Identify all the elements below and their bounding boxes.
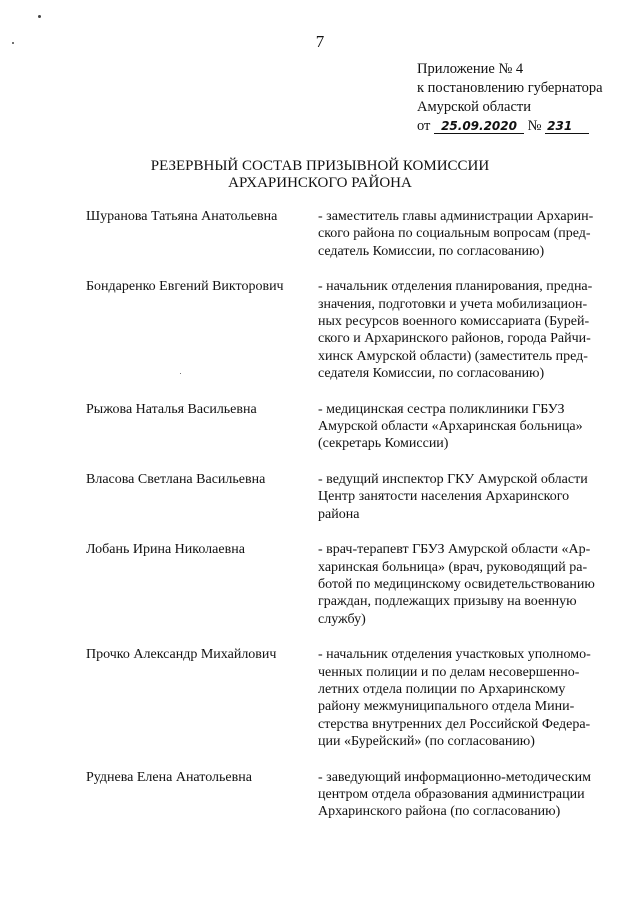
member-entry xyxy=(86,471,606,523)
member-entry xyxy=(86,646,606,750)
role-line: - начальник отделения участковых уполномо- xyxy=(318,647,591,663)
member-role xyxy=(318,278,602,382)
members-list xyxy=(86,208,606,821)
member-role xyxy=(318,769,602,821)
member-role xyxy=(318,208,602,260)
member-name: Лобань Ирина Николаевна xyxy=(86,542,245,558)
role-line: харинская больница» (врач, руководящий ра- xyxy=(318,559,588,575)
role-line: службу) xyxy=(318,611,366,627)
member-role xyxy=(318,401,602,453)
appendix-date-line xyxy=(417,117,603,136)
role-line: Архаринского района (по согласованию) xyxy=(318,804,561,820)
role-line: - начальник отделения планирования, предна- xyxy=(318,279,593,295)
role-line: Амурской области «Архаринская больница» xyxy=(318,419,583,435)
member-role xyxy=(318,541,602,628)
role-line: ных ресурсов военного комиссариата (Бурей- xyxy=(318,314,590,330)
role-line: ского района по социальным вопросам (пред- xyxy=(318,226,591,242)
number-label: № xyxy=(527,118,542,134)
appendix-line-1: Приложение № 4 xyxy=(417,61,524,77)
handwritten-date: 25.09.2020 xyxy=(434,119,524,134)
appendix-block xyxy=(417,60,603,136)
member-name: Прочко Александр Михайлович xyxy=(86,647,277,663)
role-line: - врач-терапевт ГБУЗ Амурской области «Ар- xyxy=(318,542,591,558)
member-entry xyxy=(86,769,606,821)
member-name: Руднева Елена Анатольевна xyxy=(86,769,252,785)
member-role xyxy=(318,646,602,750)
role-line: району межмуниципального отдела Мини- xyxy=(318,699,575,715)
handwritten-number: 231 xyxy=(545,119,589,134)
role-line: седатель Комиссии, по согласованию) xyxy=(318,243,545,259)
member-name: Рыжова Наталья Васильевна xyxy=(86,401,257,417)
role-line: ского и Архаринского районов, города Райчи- xyxy=(318,331,591,347)
role-line: ции «Бурейский» (по согласованию) xyxy=(318,734,535,750)
member-entry xyxy=(86,208,606,260)
title-line-2: АРХАРИНСКОГО РАЙОНА xyxy=(228,175,412,191)
appendix-line-3: Амурской области xyxy=(417,99,531,115)
role-line: хинск Амурской области) (заместитель пред- xyxy=(318,348,588,364)
title-line-1: РЕЗЕРВНЫЙ СОСТАВ ПРИЗЫВНОЙ КОМИССИИ xyxy=(150,158,490,174)
role-line: ченных полиции и по делам несовершенно- xyxy=(318,664,580,680)
from-label: от xyxy=(417,118,431,134)
role-line: - медицинская сестра поликлиники ГБУЗ xyxy=(318,401,565,417)
appendix-line-2: к постановлению губернатора xyxy=(417,80,603,96)
document-title xyxy=(0,158,640,192)
member-role xyxy=(318,471,602,523)
role-line: - заместитель главы администрации Архарин- xyxy=(318,209,594,224)
role-line: - заведующий информационно-методическим xyxy=(318,769,591,785)
role-line: района xyxy=(318,506,360,522)
role-line: Центр занятости населения Архаринского xyxy=(318,489,570,505)
role-line: стерства внутренних дел Российской Федера- xyxy=(318,716,591,732)
member-name: Власова Светлана Васильевна xyxy=(86,471,266,487)
role-line: граждан, подлежащих призыву на военную xyxy=(318,594,577,610)
role-line: значения, подготовки и учета мобилизацион- xyxy=(318,296,588,312)
member-entry xyxy=(86,541,606,628)
role-line: седателя Комиссии, по согласованию) xyxy=(318,366,545,382)
role-line: летних отдела полиции по Архаринскому xyxy=(318,681,566,697)
role-line: - ведущий инспектор ГКУ Амурской области xyxy=(318,471,588,487)
member-entry xyxy=(86,401,606,453)
role-line: центром отдела образования администрации xyxy=(318,786,585,802)
member-name: Бондаренко Евгений Викторович xyxy=(86,279,284,295)
role-line: (секретарь Комиссии) xyxy=(318,436,449,452)
scan-speck xyxy=(38,15,41,18)
member-entry xyxy=(86,278,606,382)
page-number: 7 xyxy=(315,32,325,51)
role-line: ботой по медицинскому освидетельствованию xyxy=(318,576,595,592)
member-name: Шуранова Татьяна Анатольевна xyxy=(86,209,278,224)
